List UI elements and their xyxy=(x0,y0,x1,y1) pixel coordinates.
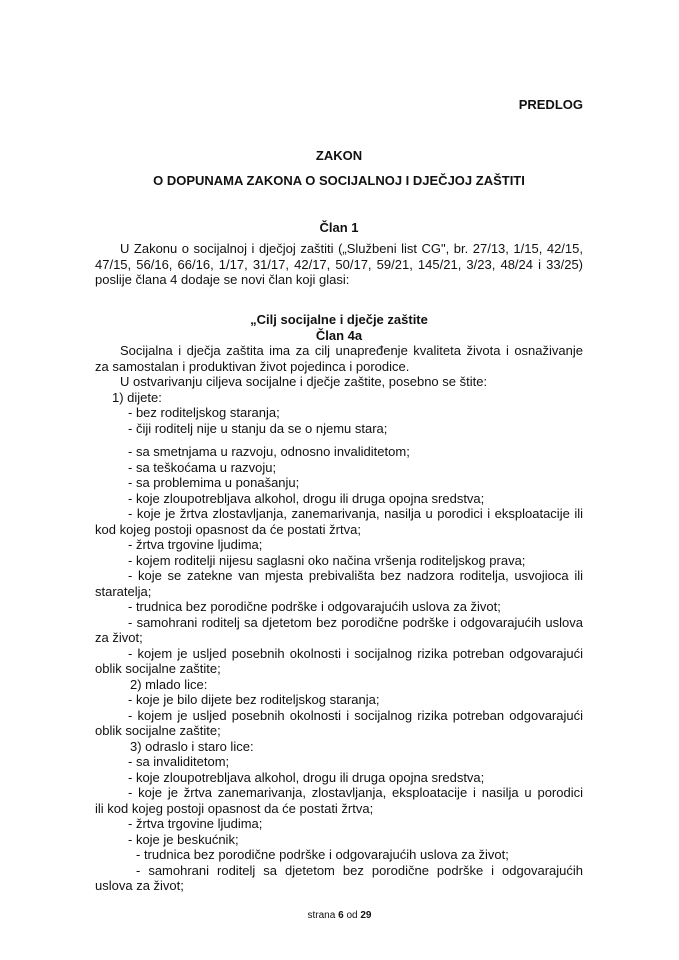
list-item-line: - sa smetnjama u razvoju, odnosno invaliditetom; xyxy=(128,444,410,459)
list-item xyxy=(95,847,583,863)
list-item xyxy=(95,475,583,491)
list-item-line: - bez roditeljskog staranja; xyxy=(128,405,280,420)
document-label: PREDLOG xyxy=(518,97,583,112)
list-item-line: - trudnica bez porodične podrške i odgovarajućih uslova za život; xyxy=(136,847,509,862)
list-item-line: - samohrani roditelj sa djetetom bez porodične podrške i odgovarajućih uslova xyxy=(128,614,583,630)
page-footer xyxy=(0,910,679,921)
article-4a xyxy=(95,312,583,894)
list-item xyxy=(95,785,583,816)
total-pages-number: 29 xyxy=(360,910,372,921)
list-item-line: - koje je beskućnik; xyxy=(128,831,239,847)
article-1-paragraph xyxy=(95,241,583,288)
list-item xyxy=(95,537,583,553)
list-item-line: - sa problemima u ponašanju; xyxy=(128,475,300,490)
list-item-line: za život; xyxy=(95,630,143,645)
list-item xyxy=(95,599,583,615)
list-item-line: - kojem roditelji nijesu saglasni oko načina vršenja roditeljskog prava; xyxy=(128,552,526,568)
group-label: 2) mlado lice: xyxy=(130,676,208,692)
list-item xyxy=(95,421,583,437)
list-item-line: - koje zloupotrebljava alkohol, drogu ili druga opojna sredstva; xyxy=(128,490,485,506)
intro-line: Socijalna i dječja zaštita ima za cilj unapređenje kvaliteta života i osnaživanje xyxy=(120,343,583,358)
list-item-line: - sa invaliditetom; xyxy=(128,754,230,769)
list-item-line: ili kod kojeg postoji opasnost da će postati žrtva; xyxy=(95,800,374,816)
list-item-line: - trudnica bez porodične podrške i odgovarajućih uslova za život; xyxy=(128,599,501,614)
list-item-line: - koje je žrtva zanemarivanja, zlostavljanja, eksploatacije i nasilja u porodici xyxy=(128,785,583,800)
list-item xyxy=(95,615,583,646)
list-item xyxy=(95,708,583,739)
list-item-line: uslova za život; xyxy=(95,878,184,893)
list-intro: U ostvarivanju ciljeva socijalne i dječje zaštite, posebno se štite: xyxy=(120,374,488,389)
list-item-line: oblik socijalne zaštite; xyxy=(95,723,221,738)
protected-groups-list xyxy=(95,390,583,894)
list-item xyxy=(95,444,583,460)
list-item-line: - samohrani roditelj sa djetetom bez porodične podrške i odgovarajućih xyxy=(136,862,583,878)
list-item xyxy=(95,568,583,599)
paragraph-line: poslije člana 4 dodaje se novi član koji glasi: xyxy=(95,272,350,287)
list-item xyxy=(95,770,583,786)
paragraph-line: 47/15, 56/16, 66/16, 1/17, 31/17, 42/17, 50/17, 59/21, 145/21, 3/23, 48/24 i 33/25) xyxy=(95,256,583,272)
group-label: 3) odraslo i staro lice: xyxy=(130,738,254,754)
article-1-heading: Član 1 xyxy=(319,220,359,235)
footer-word: strana xyxy=(307,910,336,921)
list-item-line: - koje zloupotrebljava alkohol, drogu ili druga opojna sredstva; xyxy=(128,769,485,785)
list-item xyxy=(95,816,583,832)
current-page-number: 6 xyxy=(338,910,344,921)
list-item-line: staratelja; xyxy=(95,583,152,599)
intro-line: za samostalan i produktivan život pojedinca i porodice. xyxy=(95,358,410,374)
paragraph-line: U Zakonu o socijalnoj i dječjoj zaštiti („Službeni list CG", br. 27/13, 1/15, 42/15, xyxy=(120,241,583,256)
group-label: 1) dijete: xyxy=(112,389,162,405)
footer-word: od xyxy=(346,910,358,921)
list-item-line: - koje je bilo dijete bez roditeljskog staranja; xyxy=(128,692,380,707)
list-item-line: - žrtva trgovine ljudima; xyxy=(128,816,263,831)
list-item xyxy=(95,832,583,848)
law-subtitle: O DOPUNAMA ZAKONA O SOCIJALNOJ I DJEČJOJ ZAŠTITI xyxy=(153,173,525,188)
list-item xyxy=(95,553,583,569)
list-item-line: - kojem je usljed posebnih okolnosti i socijalnog rizika potreban odgovarajući xyxy=(128,707,583,723)
law-title: ZAKON xyxy=(315,148,363,163)
list-item-line: - koje se zatekne van mjesta prebivališta bez nadzora roditelja, usvojioca ili xyxy=(128,568,583,583)
list-item-line: kod kojeg postoji opasnost da će postati žrtva; xyxy=(95,521,361,537)
list-item xyxy=(95,460,583,476)
article-4a-heading: „Cilj socijalne i dječje zaštite xyxy=(250,312,428,327)
list-item-line: - koje je žrtva zlostavljanja, zanemarivanja, nasilja u porodici i eksploatacije ili xyxy=(128,506,583,521)
list-item-line: - kojem je usljed posebnih okolnosti i socijalnog rizika potreban odgovarajući xyxy=(128,645,583,661)
list-item xyxy=(95,754,583,770)
list-item-line: - žrtva trgovine ljudima; xyxy=(128,537,263,552)
list-item xyxy=(95,692,583,708)
list-item-line: - čiji roditelj nije u stanju da se o njemu stara; xyxy=(128,420,388,436)
list-item-line: - sa teškoćama u razvoju; xyxy=(128,459,277,475)
list-item xyxy=(95,491,583,507)
list-item xyxy=(95,646,583,677)
list-item xyxy=(95,863,583,894)
list-item xyxy=(95,506,583,537)
list-item xyxy=(95,405,583,421)
list-item-line: oblik socijalne zaštite; xyxy=(95,661,221,676)
article-4a-subheading: Član 4a xyxy=(315,327,363,343)
